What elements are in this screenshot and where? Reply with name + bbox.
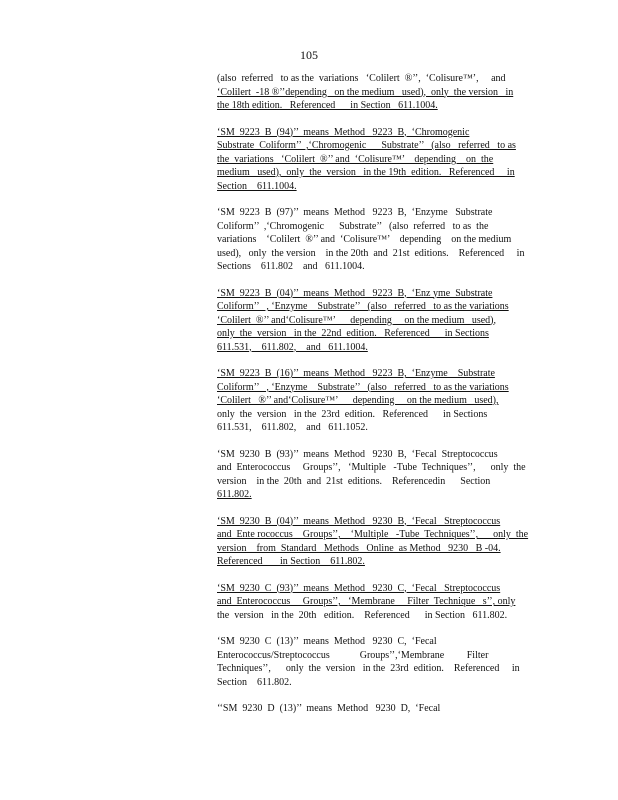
paragraph-line: ‘‘SM 9230 D (13)’’ means Method 9230 D, ‘Fecal	[217, 703, 441, 714]
paragraph-line: Techniques’’, only the version in the 23rd edition. Referenced in	[217, 663, 520, 674]
paragraph-line: ‘SM 9223 B (16)’’ means Method 9223 B, ‘Enzyme Substrate	[217, 368, 495, 379]
definition-paragraph	[217, 635, 542, 689]
paragraph-line: the version in the 20th edition. Referenced in Section 611.802.	[217, 609, 508, 621]
paragraph-line: ‘SM 9230 C (13)’’ means Method 9230 C, ‘Fecal	[217, 636, 437, 647]
paragraph-line: and Enterococcus Groups’’, ‘Multiple -Tube Techniques’’, only the	[217, 462, 526, 473]
paragraph-line: variations ‘Colilert ®’’ and ‘Colisure™’ depending on the medium	[217, 234, 512, 245]
paragraph-line: ‘Colilert ®’’ and‘Colisure™’ depending on the medium used),	[217, 314, 497, 326]
paragraph-line: ‘SM 9223 B (94)’’ means Method 9223 B, ‘Chromogenic	[217, 126, 470, 138]
definition-paragraph	[217, 367, 542, 435]
paragraph-line: ‘SM 9230 C (93)’’ means Method 9230 C, ‘Fecal Streptococcus	[217, 582, 501, 594]
definition-paragraph	[217, 72, 542, 113]
paragraph-line: Coliform’’ , ‘Enzyme Substrate’’ (also referred to as the variations	[217, 301, 509, 312]
paragraph-line: ‘SM 9230 B (04)’’ means Method 9230 B, ‘Fecal Streptococcus	[217, 515, 501, 527]
definition-paragraph	[217, 448, 542, 502]
definition-paragraph	[217, 515, 542, 569]
paragraph-line: Coliform’’ , ‘Enzyme Substrate’’ (also referred to as the variations	[217, 381, 509, 393]
paragraph-line: Referenced in Section 611.802.	[217, 556, 365, 567]
paragraph-line: ‘Colilert -18 ®’’depending on the medium used), only the version in	[217, 86, 514, 98]
paragraph-line: 611.531, 611.802, and 611.1004.	[217, 341, 368, 353]
paragraph-line: ‘SM 9230 B (93)’’ means Method 9230 B, ‘Fecal Streptococcus	[217, 448, 498, 460]
page-number: 105	[300, 48, 318, 62]
paragraph-line: ‘SM 9223 B (04)’’ means Method 9223 B, ‘Enz yme Substrate	[217, 287, 493, 299]
definition-paragraph	[217, 206, 542, 274]
paragraph-line: Enterococcus/Streptococcus Groups’’,‘Membrane Filter	[217, 649, 489, 661]
paragraph-line: and Ente rococcus Groups’’, ‘Multiple -Tube Techniques’’, only the	[217, 529, 529, 540]
paragraph-line: version in the 20th and 21st editions. Referencedin Section	[217, 475, 491, 487]
paragraph-line: (also referred to as the variations ‘Colilert ®’’, ‘Colisure™’, and	[217, 73, 506, 84]
paragraph-line: medium used), only the version in the 19th edition. Referenced in	[217, 167, 515, 178]
definition-paragraph	[217, 126, 542, 194]
paragraph-line: ‘Colilert ®’’ and‘Colisure™’ depending on the medium used),	[217, 395, 499, 406]
paragraph-line: and Enterococcus Groups’’, ‘Membrane Filter Technique s’’, only	[217, 596, 516, 607]
paragraph-line: version from Standard Methods Online as Method 9230 B -04.	[217, 542, 501, 554]
paragraph-line: the variations ‘Colilert ®’’ and ‘Colisure™’ depending on the	[217, 153, 494, 165]
paragraph-line: only the version in the 22nd edition. Referenced in Sections	[217, 328, 489, 339]
paragraph-line: only the version in the 23rd edition. Referenced in Sections	[217, 408, 488, 420]
paragraph-line: ‘SM 9223 B (97)’’ means Method 9223 B, ‘Enzyme Substrate	[217, 207, 493, 218]
document-body	[217, 72, 542, 729]
paragraph-line: the 18th edition. Referenced in Section 611.1004.	[217, 100, 438, 111]
definition-paragraph	[217, 582, 542, 623]
definition-paragraph	[217, 702, 542, 716]
paragraph-line: Substrate Coliform’’ ,‘Chromogenic Substrate’’ (also referred to as	[217, 140, 516, 151]
definition-paragraph	[217, 287, 542, 355]
paragraph-line: Coliform’’ ,‘Chromogenic Substrate’’ (also referred to as the	[217, 220, 489, 232]
paragraph-line: used), only the version in the 20th and 21st editions. Referenced in	[217, 247, 525, 259]
paragraph-line: Section 611.1004.	[217, 180, 297, 192]
paragraph-line: Sections 611.802 and 611.1004.	[217, 261, 365, 272]
paragraph-line: Section 611.802.	[217, 676, 292, 688]
paragraph-line: 611.531, 611.802, and 611.1052.	[217, 422, 368, 433]
paragraph-line: 611.802.	[217, 489, 252, 500]
